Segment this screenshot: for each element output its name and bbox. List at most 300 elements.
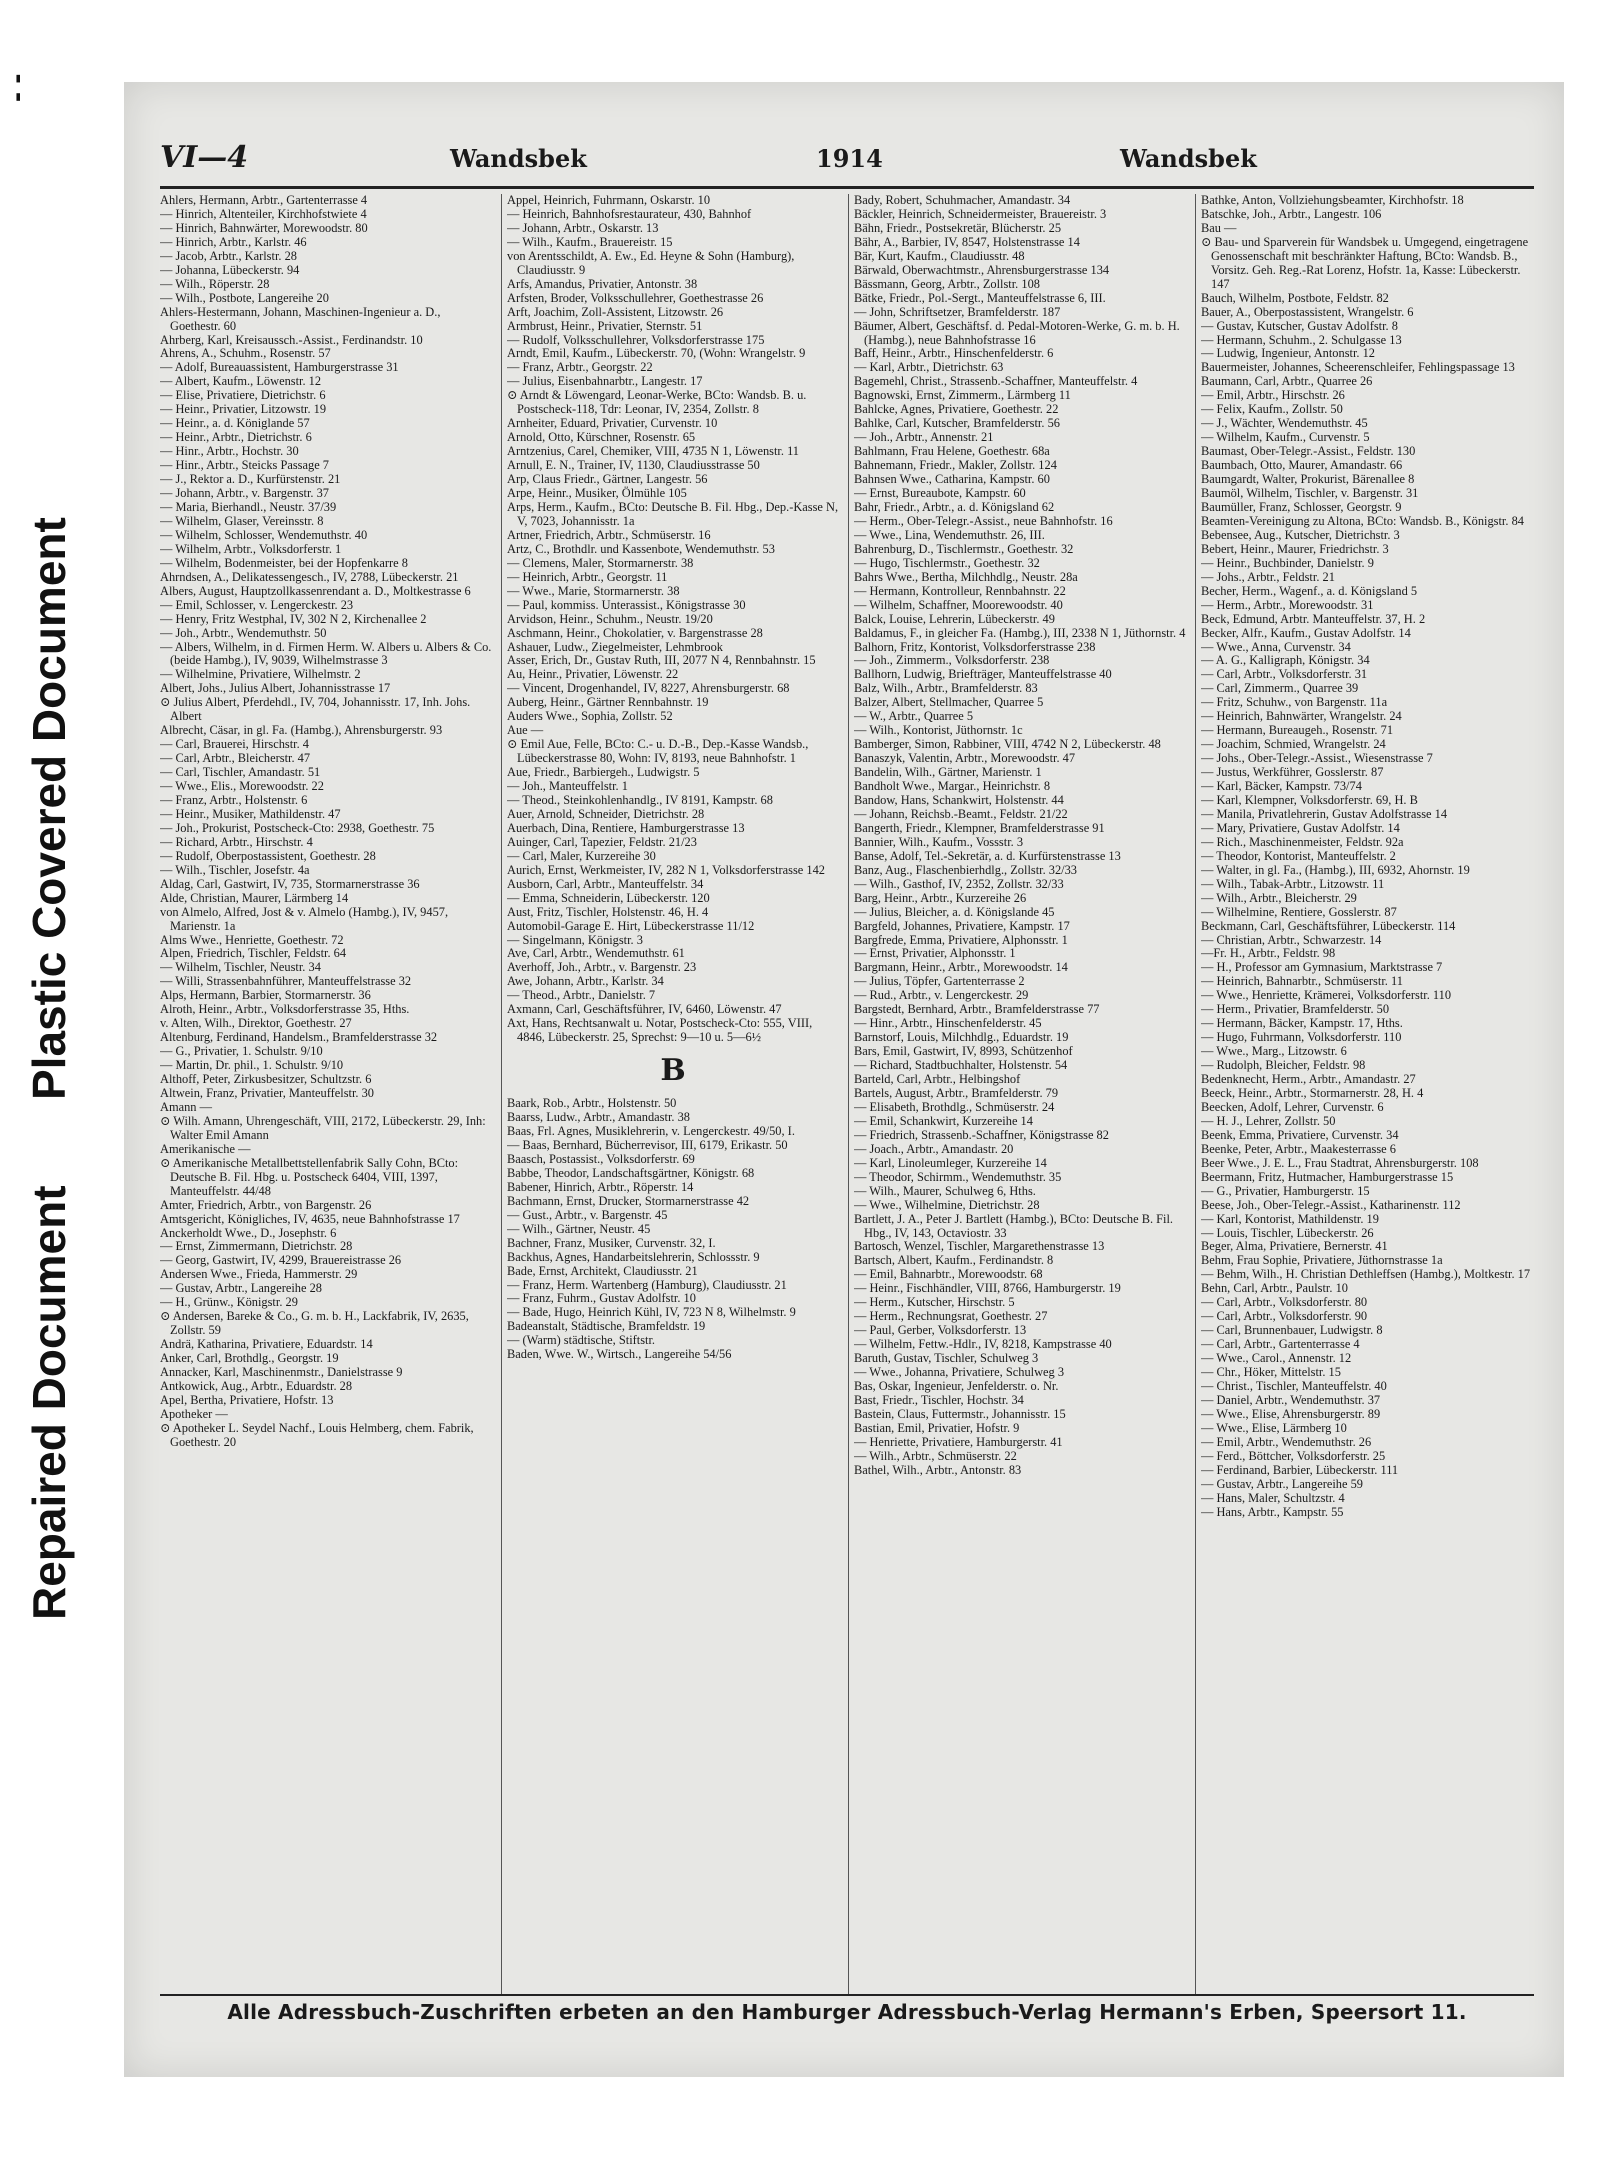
directory-entry: Ahrndsen, A., Delikatessengesch., IV, 2788, Lübeckerstr. 21 [160,569,459,584]
footer-rule [160,1994,1534,1996]
directory-entry: — J., Rektor a. D., Kurfürstenstr. 21 [160,472,341,487]
directory-entry: Arft, Joachim, Zoll-Assistent, Litzowstr. 26 [507,304,724,319]
header-rule [160,186,1534,189]
directory-entry: Baumöl, Wilhelm, Tischler, v. Bargenstr. 31 [1201,486,1419,501]
directory-entry: Bahlcke, Agnes, Privatiere, Goethestr. 22 [854,402,1059,417]
directory-entry: — Johann, Arbtr., v. Bargenstr. 37 [160,486,329,501]
directory-entry: Beese, Joh., Ober-Telegr.-Assist., Katharinenstr. 112 [1201,1197,1461,1212]
directory-entry: Alpen, Friedrich, Tischler, Feldstr. 64 [160,946,347,961]
directory-entry: Beckmann, Carl, Geschäftsführer, Lübeckerstr. 114 [1201,918,1456,933]
directory-entry: — Wilh., Arbtr., Schmüserstr. 22 [854,1448,1017,1463]
directory-entry: — Karl, Kontorist, Mathildenstr. 19 [1201,1211,1379,1226]
directory-entry: — Willi, Strassenbahnführer, Manteuffelstrasse 32 [160,974,412,989]
directory-entry: Aschmann, Heinr., Chokolatier, v. Bargenstrasse 28 [507,625,763,640]
directory-entry: Antkowick, Aug., Arbtr., Eduardstr. 28 [160,1379,353,1394]
directory-entry: Baumann, Carl, Arbtr., Quarree 26 [1201,374,1373,389]
directory-entry: — J., Wächter, Wendemuthstr. 45 [1201,416,1368,431]
directory-entry: — Wwe., Elise, Lärmberg 10 [1201,1420,1347,1435]
directory-entry: — Rich., Maschinenmeister, Feldstr. 92a [1201,834,1404,849]
directory-entry: Arntzenius, Carel, Chemiker, VIII, 4735 N 1, Löwenstr. 11 [507,444,800,459]
directory-entry: Bargfrede, Emma, Privatiere, Alphonsstr. 1 [854,932,1068,947]
directory-entry: — Wilhelm, Schaffner, Moorewoodstr. 40 [854,597,1063,612]
directory-entry: Bastian, Emil, Privatier, Hofstr. 9 [854,1420,1020,1435]
directory-entry: Artz, C., Brothdlr. und Kassenbote, Wendemuthstr. 53 [507,541,775,556]
directory-entry: — Carl, Tischler, Amandastr. 51 [160,765,321,780]
directory-entry: — Johann, Reichsb.-Beamt., Feldstr. 21/22 [854,806,1068,821]
column-4 [1201,194,1533,1994]
directory-entry: — Wilhelm, Arbtr., Volksdorferstr. 1 [160,541,342,556]
directory-entry: Banaszyk, Valentin, Arbtr., Morewoodstr. 47 [854,751,1076,766]
directory-entry: Arfs, Amandus, Privatier, Antonstr. 38 [507,276,698,291]
directory-entry: — Hinr., Arbtr., Hochstr. 30 [160,444,299,459]
directory-entry: — Adolf, Bureauassistent, Hamburgerstrasse 31 [160,360,399,375]
directory-entry: Ahrens, A., Schuhm., Rosenstr. 57 [160,346,331,361]
directory-entry: Bandholt Wwe., Margar., Heinrichstr. 8 [854,779,1051,794]
directory-entry: — Heinr., Musiker, Mathildenstr. 47 [160,806,341,821]
directory-entry: — Christian, Arbtr., Schwarzestr. 14 [1201,932,1382,947]
directory-entry: — G., Privatier, Hamburgerstr. 15 [1201,1183,1370,1198]
directory-entry: Auberg, Heinr., Gärtner Rennbahnstr. 19 [507,695,709,710]
header-right-title: Wandsbek [1120,144,1257,173]
directory-entry: Beecken, Adolf, Lehrer, Curvenstr. 6 [1201,1099,1384,1114]
directory-entry: Batschke, Joh., Arbtr., Langestr. 106 [1201,206,1382,221]
directory-entry: — Carl, Arbtr., Volksdorferstr. 80 [1201,1295,1368,1310]
directory-entry: — Wilhelmine, Privatiere, Wilhelmstr. 2 [160,667,361,682]
directory-entry: Bastein, Claus, Futtermstr., Johannisstr. 15 [854,1406,1066,1421]
directory-entry: — Karl, Bäcker, Kampstr. 73/74 [1201,779,1362,794]
directory-entry: — Hinrich, Bahnwärter, Morewoodstr. 80 [160,220,368,235]
directory-entry: — Emma, Schneiderin, Lübeckerstr. 120 [507,890,710,905]
directory-entry: Beck, Edmund, Arbtr. Manteuffelstr. 37, H. 2 [1201,611,1426,626]
directory-entry: — Wilhelm, Kaufm., Curvenstr. 5 [1201,430,1370,445]
directory-entry: — Ferdinand, Barbier, Lübeckerstr. 111 [1201,1462,1399,1477]
directory-entry: — Heinrich, Bahnhofsrestaurateur, 430, Bahnhof [507,206,752,221]
directory-entry: — Hinrich, Altenteiler, Kirchhofstwiete 4 [160,206,367,221]
directory-entry: — Clemens, Maler, Stormarnerstr. 38 [507,555,694,570]
directory-entry: Ballhorn, Ludwig, Briefträger, Manteuffelstrasse 40 [854,667,1112,682]
directory-entry: — Karl, Linoleumleger, Kurzereihe 14 [854,1155,1047,1170]
directory-entry: — Franz, Arbtr., Holstenstr. 6 [160,792,308,807]
directory-entry: Bandelin, Wilh., Gärtner, Marienstr. 1 [854,765,1042,780]
page-header [160,140,1534,180]
directory-entry: — Emil, Schankwirt, Kurzereihe 14 [854,1113,1033,1128]
directory-entry: Anker, Carl, Brothdlg., Georgstr. 19 [160,1351,339,1366]
directory-entry: ⊙ Apotheker L. Seydel Nachf., Louis Helmberg, chem. Fabrik, Goethestr. 20 [160,1420,474,1449]
directory-entry: — Wwe., Johanna, Privatiere, Schulweg 3 [854,1365,1065,1380]
directory-entry: Bahr, Friedr., Arbtr., a. d. Königsland 62 [854,499,1055,514]
directory-entry: Bebert, Heinr., Maurer, Friedrichstr. 3 [1201,541,1389,556]
directory-entry: Arvidson, Heinr., Schuhm., Neustr. 19/20 [507,611,713,626]
directory-entry: Beger, Alma, Privatiere, Bernerstr. 41 [1201,1239,1388,1254]
directory-entry: Bebensee, Aug., Kutscher, Dietrichstr. 3 [1201,527,1400,542]
directory-entry: — Hermann, Schuhm., 2. Schulgasse 13 [1201,332,1402,347]
directory-entry: Barg, Heinr., Arbtr., Kurzereihe 26 [854,890,1027,905]
directory-entry: — Rudolf, Oberpostassistent, Goethestr. 28 [160,848,376,863]
directory-entry: Bachner, Franz, Musiker, Curvenstr. 32, I. [507,1235,716,1250]
directory-entry: Bär, Kurt, Kaufm., Claudiusstr. 48 [854,248,1025,263]
directory-entry: Bauch, Wilhelm, Postbote, Feldstr. 82 [1201,290,1389,305]
directory-entry: Auinger, Carl, Tapezier, Feldstr. 21/23 [507,834,697,849]
directory-entry: — Joachim, Schmied, Wrangelstr. 24 [1201,737,1386,752]
directory-entry: Badeanstalt, Städtische, Bramfeldstr. 19 [507,1319,706,1334]
directory-entry: — Albert, Kaufm., Löwenstr. 12 [160,374,322,389]
directory-entry: — Felix, Kaufm., Zollstr. 50 [1201,402,1343,417]
directory-entry: Alroth, Heinr., Arbtr., Volksdorferstrasse 35, Hths. [160,1002,410,1017]
directory-entry: Bäckler, Heinrich, Schneidermeister, Brauereistr. 3 [854,206,1107,221]
directory-entry: — Joach., Arbtr., Amandastr. 20 [854,1141,1014,1156]
directory-entry: Bagemehl, Christ., Strassenb.-Schaffner, Manteuffelstr. 4 [854,374,1138,389]
directory-entry: — Julius, Töpfer, Gartenterrasse 2 [854,974,1025,989]
directory-entry: Albrecht, Cäsar, in gl. Fa. (Hambg.), Ahrensburgerstr. 93 [160,723,443,738]
directory-entry: — Martin, Dr. phil., 1. Schulstr. 9/10 [160,1058,344,1073]
directory-entry: — Wilh., Kontorist, Jüthornstr. 1c [854,723,1023,738]
directory-entry: — Carl, Brauerei, Hirschstr. 4 [160,737,309,752]
directory-entry: von Almelo, Alfred, Jost & v. Almelo (Hambg.), IV, 9457, Marienstr. 1a [160,904,449,933]
directory-entry: Baasch, Postassist., Volksdorferstr. 69 [507,1151,695,1166]
directory-entry: — Wilh., Tabak-Arbtr., Litzowstr. 11 [1201,876,1385,891]
directory-entry: — Elisabeth, Brothdlg., Schmüserstr. 24 [854,1099,1055,1114]
directory-entry: Beenk, Emma, Privatiere, Curvenstr. 34 [1201,1127,1399,1142]
directory-entry: Banz, Aug., Flaschenbierhdlg., Zollstr. 32/33 [854,862,1078,877]
directory-entry: — Rudolph, Bleicher, Feldstr. 98 [1201,1058,1366,1073]
directory-entry: ⊙ Amerikanische Metallbettstellenfabrik Sally Cohn, BCto: Deutsche B. Fil. Hbg. u. Postscheck 6404, VIII, 1397, Manteuffelstr. 44/48 [160,1155,459,1198]
directory-entry: — Wilhelm, Fettw.-Hdlr., IV, 8218, Kampstrasse 40 [854,1337,1112,1352]
plastic-covered-label: Plastic Covered Document [23,517,75,1100]
directory-entry: — Rud., Arbtr., v. Lengerckestr. 29 [854,988,1029,1003]
directory-entry: Altenburg, Ferdinand, Handelsm., Bramfelderstrasse 32 [160,1030,438,1045]
directory-entry: Arps, Herm., Kaufm., BCto: Deutsche B. Fil. Hbg., Dep.-Kasse N, V, 7023, Johannisstr. 1a [507,499,839,528]
directory-entry: — Karl, Arbtr., Dietrichstr. 63 [854,360,1004,375]
section-letter: B [660,1053,686,1089]
directory-entry: Backhus, Agnes, Handarbeitslehrerin, Schlossstr. 9 [507,1249,760,1264]
directory-entry: — Theod., Arbtr., Danielstr. 7 [507,988,656,1003]
directory-entry: — Gust., Arbtr., v. Bargenstr. 45 [507,1207,668,1222]
directory-entry: — Hugo, Fuhrmann, Volksdorferstr. 110 [1201,1030,1402,1045]
directory-entry: — Wwe., Elis., Morewoodstr. 22 [160,779,324,794]
directory-entry: Andersen Wwe., Frieda, Hammerstr. 29 [160,1267,358,1282]
directory-entry: — Elise, Privatiere, Dietrichstr. 6 [160,388,326,403]
directory-entry: Ahlers, Hermann, Arbtr., Gartenterrasse 4 [160,194,368,207]
directory-entry: — Carl, Arbtr., Volksdorferstr. 31 [1201,667,1368,682]
directory-entry: — Wilh., Tischler, Josefstr. 4a [160,862,310,877]
directory-entry: — Johs., Arbtr., Feldstr. 21 [1201,569,1335,584]
directory-entry: — Wilhelm, Tischler, Neustr. 34 [160,960,321,975]
directory-entry: Aurich, Ernst, Werkmeister, IV, 282 N 1, Volksdorferstrasse 142 [507,862,825,877]
directory-entry: — Ernst, Privatier, Alphonsstr. 1 [854,946,1016,961]
directory-entry: Arnold, Otto, Kürschner, Rosenstr. 65 [507,430,696,445]
directory-entry: — Heinr., a. d. Königlande 57 [160,416,310,431]
directory-entry: Averhoff, Joh., Arbtr., v. Bargenstr. 23 [507,960,697,975]
directory-entry: Awe, Johann, Arbtr., Karlstr. 34 [507,974,664,989]
directory-entry: — Carl, Arbtr., Gartenterrasse 4 [1201,1337,1360,1352]
directory-entry: — Fritz, Schuhw., von Bargenstr. 11a [1201,695,1388,710]
directory-entry: Artner, Friedrich, Arbtr., Schmüserstr. 16 [507,527,711,542]
directory-entry: Baumgardt, Walter, Prokurist, Bärenallee 8 [1201,472,1415,487]
directory-entry: — Georg, Gastwirt, IV, 4299, Brauereistrasse 26 [160,1253,402,1268]
directory-entry: Arnull, E. N., Trainer, IV, 1130, Claudiusstrasse 50 [507,458,760,473]
directory-entry: — Maria, Bierhandl., Neustr. 37/39 [160,499,337,514]
directory-entry: Amerikanische — [160,1141,251,1156]
directory-entry: — Wilhelm, Bodenmeister, bei der Hopfenkarre 8 [160,555,408,570]
directory-entry: Bähr, A., Barbier, IV, 8547, Holstenstrasse 14 [854,234,1080,249]
directory-entry: Babener, Hinrich, Arbtr., Röperstr. 14 [507,1179,694,1194]
directory-entry: Alms Wwe., Henriette, Goethestr. 72 [160,932,344,947]
directory-entry: — Heinr., Privatier, Litzowstr. 19 [160,402,327,417]
repaired-document-label: Repaired Document [23,1185,75,1620]
directory-entry: Baas, Frl. Agnes, Musiklehrerin, v. Lengerckestr. 49/50, I. [507,1124,795,1139]
scan-mark: - - [0,73,33,102]
directory-entry: Alde, Christian, Maurer, Lärmberg 14 [160,890,349,905]
directory-entry: — Emil, Arbtr., Wendemuthstr. 26 [1201,1434,1372,1449]
directory-entry: — Wilhelm, Schlosser, Wendemuthstr. 40 [160,527,368,542]
directory-entry: — Herm., Kutscher, Hirschstr. 5 [854,1295,1015,1310]
directory-entry: Arnheiter, Eduard, Privatier, Curvenstr. 10 [507,416,718,431]
directory-entry: — Friedrich, Strassenb.-Schaffner, Königstrasse 82 [854,1127,1109,1142]
directory-entry: — Albers, Wilhelm, in d. Firmen Herm. W. Albers u. Albers & Co. (beide Hambg.), IV, 9039, Wilhelmstrasse 3 [160,639,492,668]
directory-entry: — Wwe., Lina, Wendemuthstr. 26, III. [854,527,1045,542]
directory-entry: — Louis, Tischler, Lübeckerstr. 26 [1201,1225,1374,1240]
directory-entry: — Behm, Wilh., H. Christian Dethleffsen (Hambg.), Moltkestr. 17 [1201,1267,1531,1282]
directory-entry: Aue — [507,723,544,738]
directory-entry: Appel, Heinrich, Fuhrmann, Oskarstr. 10 [507,194,711,207]
directory-entry: — Gustav, Kutscher, Gustav Adolfstr. 8 [1201,318,1398,333]
directory-entry: Albers, August, Hauptzollkassenrendant a. D., Moltkestrasse 6 [160,583,471,598]
directory-page [124,82,1564,2077]
directory-entry: Auerbach, Dina, Rentiere, Hamburgerstrasse 13 [507,820,745,835]
directory-entry: — Jacob, Arbtr., Karlstr. 28 [160,248,297,263]
directory-entry: Bangerth, Friedr., Klempner, Bramfelderstrasse 91 [854,820,1105,835]
directory-entry: — Carl, Arbtr., Bleicherstr. 47 [160,751,311,766]
directory-entry: — H., Grünw., Königstr. 29 [160,1295,298,1310]
directory-entry: Annacker, Karl, Maschinenmstr., Danielstrasse 9 [160,1365,403,1380]
directory-entry: — A. G., Kalligraph, Königstr. 34 [1201,653,1370,668]
directory-entry: Beer Wwe., J. E. L., Frau Stadtrat, Ahrensburgerstr. 108 [1201,1155,1479,1170]
directory-entry: Bahlke, Carl, Kutscher, Bramfelderstr. 56 [854,416,1060,431]
directory-entry: Bauermeister, Johannes, Scheerenschleifer, Fehlingspassage 13 [1201,360,1515,375]
directory-entry: — Hugo, Tischlermstr., Goethestr. 32 [854,555,1040,570]
directory-entry: — Carl, Maler, Kurzereihe 30 [507,848,656,863]
directory-entry: Auders Wwe., Sophia, Zollstr. 52 [507,709,673,724]
directory-entry: Althoff, Peter, Zirkusbesitzer, Schultzstr. 6 [160,1072,372,1087]
directory-entry: — Hinr., Arbtr., Steicks Passage 7 [160,458,329,473]
column-1 [160,194,492,1994]
column-2 [507,194,839,1994]
directory-entry: Bärwald, Oberwachtmstr., Ahrensburgerstrasse 134 [854,262,1110,277]
directory-entry: — Joh., Arbtr., Wendemuthstr. 50 [160,625,327,640]
directory-entry: — Wilh., Kaufm., Brauereistr. 15 [507,234,673,249]
directory-entry: Behn, Carl, Arbtr., Paulstr. 10 [1201,1281,1348,1296]
directory-entry: Babbe, Theodor, Landschaftsgärtner, Königstr. 68 [507,1165,755,1180]
directory-entry: Baldamus, F., in gleicher Fa. (Hambg.), III, 2338 N 1, Jüthornstr. 4 [854,625,1186,640]
directory-entry: — Joh., Prokurist, Postscheck-Cto: 2938, Goethestr. 75 [160,820,435,835]
directory-entry: — Richard, Stadtbuchhalter, Holstenstr. 54 [854,1058,1068,1073]
directory-entry: Bade, Ernst, Architekt, Claudiusstr. 21 [507,1263,698,1278]
directory-entry: — Chr., Höker, Mittelstr. 15 [1201,1365,1341,1380]
directory-entry: — Rudolf, Volksschullehrer, Volksdorferstrasse 175 [507,332,765,347]
directory-entry: Bässmann, Georg, Arbtr., Zollstr. 108 [854,276,1040,291]
directory-entry: — Julius, Eisenbahnarbtr., Langestr. 17 [507,374,703,389]
directory-entry: Amann — [160,1099,212,1114]
directory-entry: — Heinrich, Bahnwärter, Wrangelstr. 24 [1201,709,1402,724]
directory-entry: Behm, Frau Sophie, Privatiere, Jüthornstrasse 1a [1201,1253,1443,1268]
directory-entry: — Joh., Manteuffelstr. 1 [507,779,628,794]
directory-entry: Becker, Alfr., Kaufm., Gustav Adolfstr. 14 [1201,625,1411,640]
directory-entry: Anckerholdt Wwe., D., Josephstr. 6 [160,1225,337,1240]
directory-entry: — Franz, Fuhrm., Gustav Adolfstr. 10 [507,1291,696,1306]
directory-entry: Bähn, Friedr., Postsekretär, Blücherstr. 25 [854,220,1062,235]
directory-entry: — Gustav, Arbtr., Langereihe 59 [1201,1476,1363,1491]
directory-entry: Baden, Wwe. W., Wirtsch., Langereihe 54/56 [507,1347,732,1362]
directory-entry: — Baas, Bernhard, Bücherrevisor, III, 6179, Erikastr. 50 [507,1138,788,1152]
directory-entry: Andrä, Katharina, Privatiere, Eduardstr. 14 [160,1337,373,1352]
directory-entry: Bas, Oskar, Ingenieur, Jenfelderstr. o. Nr. [854,1379,1059,1394]
directory-entry: Bannier, Wilh., Kaufm., Vossstr. 3 [854,834,1024,849]
directory-entry: — Gustav, Arbtr., Langereihe 28 [160,1281,322,1296]
directory-entry: — Wilh., Gasthof, IV, 2352, Zollstr. 32/33 [854,876,1064,891]
directory-entry: Baumüller, Franz, Schlosser, Georgstr. 9 [1201,499,1402,514]
directory-entry: — Hermann, Bäcker, Kampstr. 17, Hths. [1201,1016,1403,1031]
directory-entry: — Carl, Zimmerm., Quarree 39 [1201,681,1359,696]
directory-entry: Bäumer, Albert, Geschäftsf. d. Pedal-Motoren-Werke, G. m. b. H. (Hambg.), neue Bahnhofstrasse 16 [854,318,1180,347]
directory-entry: — Mary, Privatiere, Gustav Adolfstr. 14 [1201,820,1400,835]
directory-entry: — Joh., Zimmerm., Volksdorferstr. 238 [854,653,1050,668]
directory-entry: Axt, Hans, Rechtsanwalt u. Notar, Postscheck-Cto: 555, VIII, 4846, Lübeckerstr. 25, Sprechst: 9—10 u. 5—6½ [507,1016,813,1045]
directory-entry: Baumast, Ober-Telegr.-Assist., Feldstr. 130 [1201,444,1416,459]
directory-entry: — Singelmann, Königstr. 3 [507,932,643,947]
column-3 [854,194,1186,1994]
directory-entry: Bargfeld, Johannes, Privatiere, Kampstr. 17 [854,918,1070,933]
directory-entry: — Richard, Arbtr., Hirschstr. 4 [160,834,313,849]
directory-entry: Banse, Adolf, Tel.-Sekretär, a. d. Kurfürstenstrasse 13 [854,848,1121,863]
directory-entry: — Justus, Werkführer, Gosslerstr. 87 [1201,765,1384,780]
directory-entry: Bartsch, Albert, Kaufm., Ferdinandstr. 8 [854,1253,1054,1268]
directory-entry: Bast, Friedr., Tischler, Hochstr. 34 [854,1392,1024,1407]
directory-entry: — Paul, Gerber, Volksdorferstr. 13 [854,1323,1027,1338]
directory-entry: Ahrberg, Karl, Kreisaussch.-Assist., Ferdinandstr. 10 [160,332,423,347]
directory-entry: — Wilh., Arbtr., Bleicherstr. 29 [1201,890,1357,905]
side-label [0,0,120,2177]
directory-entry: Bahrs Wwe., Bertha, Milchhdlg., Neustr. 28a [854,569,1078,584]
header-year: 1914 [816,144,883,173]
directory-entry: Axmann, Carl, Geschäftsführer, IV, 6460, Löwenstr. 47 [507,1002,782,1017]
directory-entry: Amtsgericht, Königliches, IV, 4635, neue Bahnhofstrasse 17 [160,1211,460,1226]
directory-entry: —Fr. H., Arbtr., Feldstr. 98 [1201,946,1336,961]
directory-entry: Bartosch, Wenzel, Tischler, Margarethenstrasse 13 [854,1239,1105,1254]
directory-entry: Ashauer, Ludw., Ziegelmeister, Lehmbrook [507,639,724,654]
directory-entry: Bachmann, Ernst, Drucker, Stormarnerstrasse 42 [507,1193,750,1208]
directory-entry: v. Alten, Wilh., Direktor, Goethestr. 27 [160,1016,352,1031]
directory-entry: — Johs., Ober-Telegr.-Assist., Wiesenstrasse 7 [1201,751,1433,766]
directory-entry: — Ernst, Bureaubote, Kampstr. 60 [854,486,1026,501]
directory-entry: — Paul, kommiss. Unterassist., Königstrasse 30 [507,597,746,612]
directory-entry: — Wilh., Maurer, Schulweg 6, Hths. [854,1183,1036,1198]
directory-entry: Armbrust, Heinr., Privatier, Sternstr. 51 [507,318,703,333]
directory-entry: — Hinr., Arbtr., Hinschenfelderstr. 45 [854,1016,1042,1031]
directory-entry: — Heinrich, Arbtr., Georgstr. 11 [507,569,668,584]
directory-entry: — Wwe., Marie, Stormarnerstr. 38 [507,583,680,598]
directory-entry: Asser, Erich, Dr., Gustav Ruth, III, 2077 N 4, Rennbahnstr. 15 [507,653,816,668]
directory-entry: Beermann, Fritz, Hutmacher, Hamburgerstrasse 15 [1201,1169,1454,1184]
directory-entry: ⊙ Wilh. Amann, Uhrengeschäft, VIII, 2172, Lübeckerstr. 29, Inh: Walter Emil Amann [160,1113,486,1142]
directory-entry: ⊙ Emil Aue, Felle, BCto: C.- u. D.-B., Dep.-Kasse Wandsb., Lübeckerstrasse 80, Wohn: IV, 8193, neue Bahnhofstr. 1 [507,737,809,766]
directory-entry: — Theodor, Kontorist, Manteuffelstr. 2 [1201,848,1396,863]
directory-entry: Bahrenburg, D., Tischlermstr., Goethestr. 32 [854,541,1074,556]
directory-entry: Becher, Herm., Wagenf., a. d. Königsland 5 [1201,583,1418,598]
directory-entry: Bamberger, Simon, Rabbiner, VIII, 4742 N 2, Lübeckerstr. 48 [854,737,1161,752]
directory-entry: Baarss, Ludw., Arbtr., Amandastr. 38 [507,1110,690,1125]
directory-entry: — Franz, Arbtr., Georgstr. 22 [507,360,653,375]
directory-entry: Bady, Robert, Schuhmacher, Amandastr. 34 [854,194,1071,207]
page-number: VI—4 [160,140,249,175]
directory-entry: — Karl, Klempner, Volksdorferstr. 69, H. B [1201,792,1418,807]
directory-entry: Albert, Johs., Julius Albert, Johannisstrasse 17 [160,681,391,696]
directory-entry: Altwein, Franz, Privatier, Manteuffelstr. 30 [160,1086,374,1100]
directory-entry: Balzer, Albert, Stellmacher, Quarree 5 [854,695,1044,710]
directory-entry: — Wilhelm, Glaser, Vereinsstr. 8 [160,513,324,528]
directory-entry: Bathel, Wilh., Arbtr., Antonstr. 83 [854,1462,1022,1477]
directory-entry: Alps, Hermann, Barbier, Stormarnerstr. 36 [160,988,371,1003]
directory-entry: — Wwe., Henriette, Krämerei, Volksdorferstr. 110 [1201,988,1452,1003]
directory-entry: — Hinrich, Arbtr., Karlstr. 46 [160,234,307,249]
directory-entry: — Heinr., Buchbinder, Danielstr. 9 [1201,555,1374,570]
directory-entry: Baumbach, Otto, Maurer, Amandastr. 66 [1201,458,1403,473]
directory-entry: — Wilhelmine, Rentiere, Gosslerstr. 87 [1201,904,1397,919]
directory-entry: — Heinr., Arbtr., Dietrichstr. 6 [160,430,312,445]
directory-entry: — (Warm) städtische, Stiftstr. [507,1333,656,1348]
directory-entry: von Arentsschildt, A. Ew., Ed. Heyne & Sohn (Hamburg), Claudiusstr. 9 [507,248,795,277]
directory-entry: — W., Arbtr., Quarree 5 [854,709,974,724]
directory-entry: — Hermann, Kontrolleur, Rennbahnstr. 22 [854,583,1066,598]
directory-entry: — Vincent, Drogenhandel, IV, 8227, Ahrensburgerstr. 68 [507,681,790,696]
header-left-title: Wandsbek [450,144,587,173]
directory-entry: Beenke, Peter, Arbtr., Maakesterrasse 6 [1201,1141,1396,1156]
directory-entry: — Emil, Schlosser, v. Lengerckestr. 23 [160,597,354,612]
directory-entry: — Emil, Bahnarbtr., Morewoodstr. 68 [854,1267,1043,1282]
directory-entry: — Wwe., Marg., Litzowstr. 6 [1201,1044,1347,1059]
directory-entry: — John, Schriftsetzer, Bramfelderstr. 187 [854,304,1061,319]
page-footer: Alle Adressbuch-Zuschriften erbeten an den Hamburger Adressbuch-Verlag Hermann's Erben, Speersort 11. [227,2000,1467,2024]
directory-entry: Apotheker — [160,1406,228,1421]
directory-entry: Baruth, Gustav, Tischler, Schulweg 3 [854,1351,1039,1366]
directory-entry: — Theodor, Schirmm., Wendemuthstr. 35 [854,1169,1062,1184]
directory-entry: Balz, Wilh., Arbtr., Bramfelderstr. 83 [854,681,1038,696]
directory-entry: — Emil, Arbtr., Hirschstr. 26 [1201,388,1345,403]
directory-entry: Arndt, Emil, Kaufm., Lübeckerstr. 70, (Wohn: Wrangelstr. 9 [507,346,806,361]
directory-entry: Beeck, Heinr., Arbtr., Stormarnerstr. 28, H. 4 [1201,1086,1424,1100]
directory-entry: — Heinr., Fischhändler, VIII, 8766, Hamburgerstr. 19 [854,1281,1121,1296]
directory-entry: Bathke, Anton, Vollziehungsbeamter, Kirchhofstr. 18 [1201,194,1464,207]
directory-entry: Arp, Claus Friedr., Gärtner, Langestr. 56 [507,472,708,487]
directory-entry: — Theod., Steinkohlenhandlg., IV 8191, Kampstr. 68 [507,792,773,807]
directory-entry: — Christ., Tischler, Manteuffelstr. 40 [1201,1379,1387,1394]
directory-entry: — H. J., Lehrer, Zollstr. 50 [1201,1113,1336,1128]
directory-entry: — Heinrich, Bahnarbtr., Schmüserstr. 11 [1201,974,1403,989]
directory-entry: — Henriette, Privatiere, Hamburgerstr. 41 [854,1434,1063,1449]
directory-entry: — Wilh., Postbote, Langereihe 20 [160,290,329,305]
directory-entry: Apel, Bertha, Privatiere, Hofstr. 13 [160,1392,334,1407]
directory-entry: Bahnsen Wwe., Catharina, Kampstr. 60 [854,472,1050,487]
directory-entry: — Hans, Arbtr., Kampstr. 55 [1201,1504,1344,1519]
directory-entry: ⊙ Julius Albert, Pferdehdl., IV, 704, Johannisstr. 17, Inh. Johs. Albert [160,695,471,724]
directory-entry: — Wwe., Carol., Annenstr. 12 [1201,1351,1352,1366]
directory-entry: Arpe, Heinr., Musiker, Ölmühle 105 [507,486,687,501]
directory-entry: Bars, Emil, Gastwirt, IV, 8993, Schützenhof [854,1044,1073,1059]
directory-entry: — Ludwig, Ingenieur, Antonstr. 12 [1201,346,1375,361]
directory-entry: Bauer, A., Oberpostassistent, Wrangelstr. 6 [1201,304,1414,319]
directory-entry: Barteld, Carl, Arbtr., Helbingshof [854,1072,1021,1087]
directory-entry: — Wilh., Gärtner, Neustr. 45 [507,1221,651,1236]
directory-entry: Aue, Friedr., Barbiergeh., Ludwigstr. 5 [507,765,700,780]
